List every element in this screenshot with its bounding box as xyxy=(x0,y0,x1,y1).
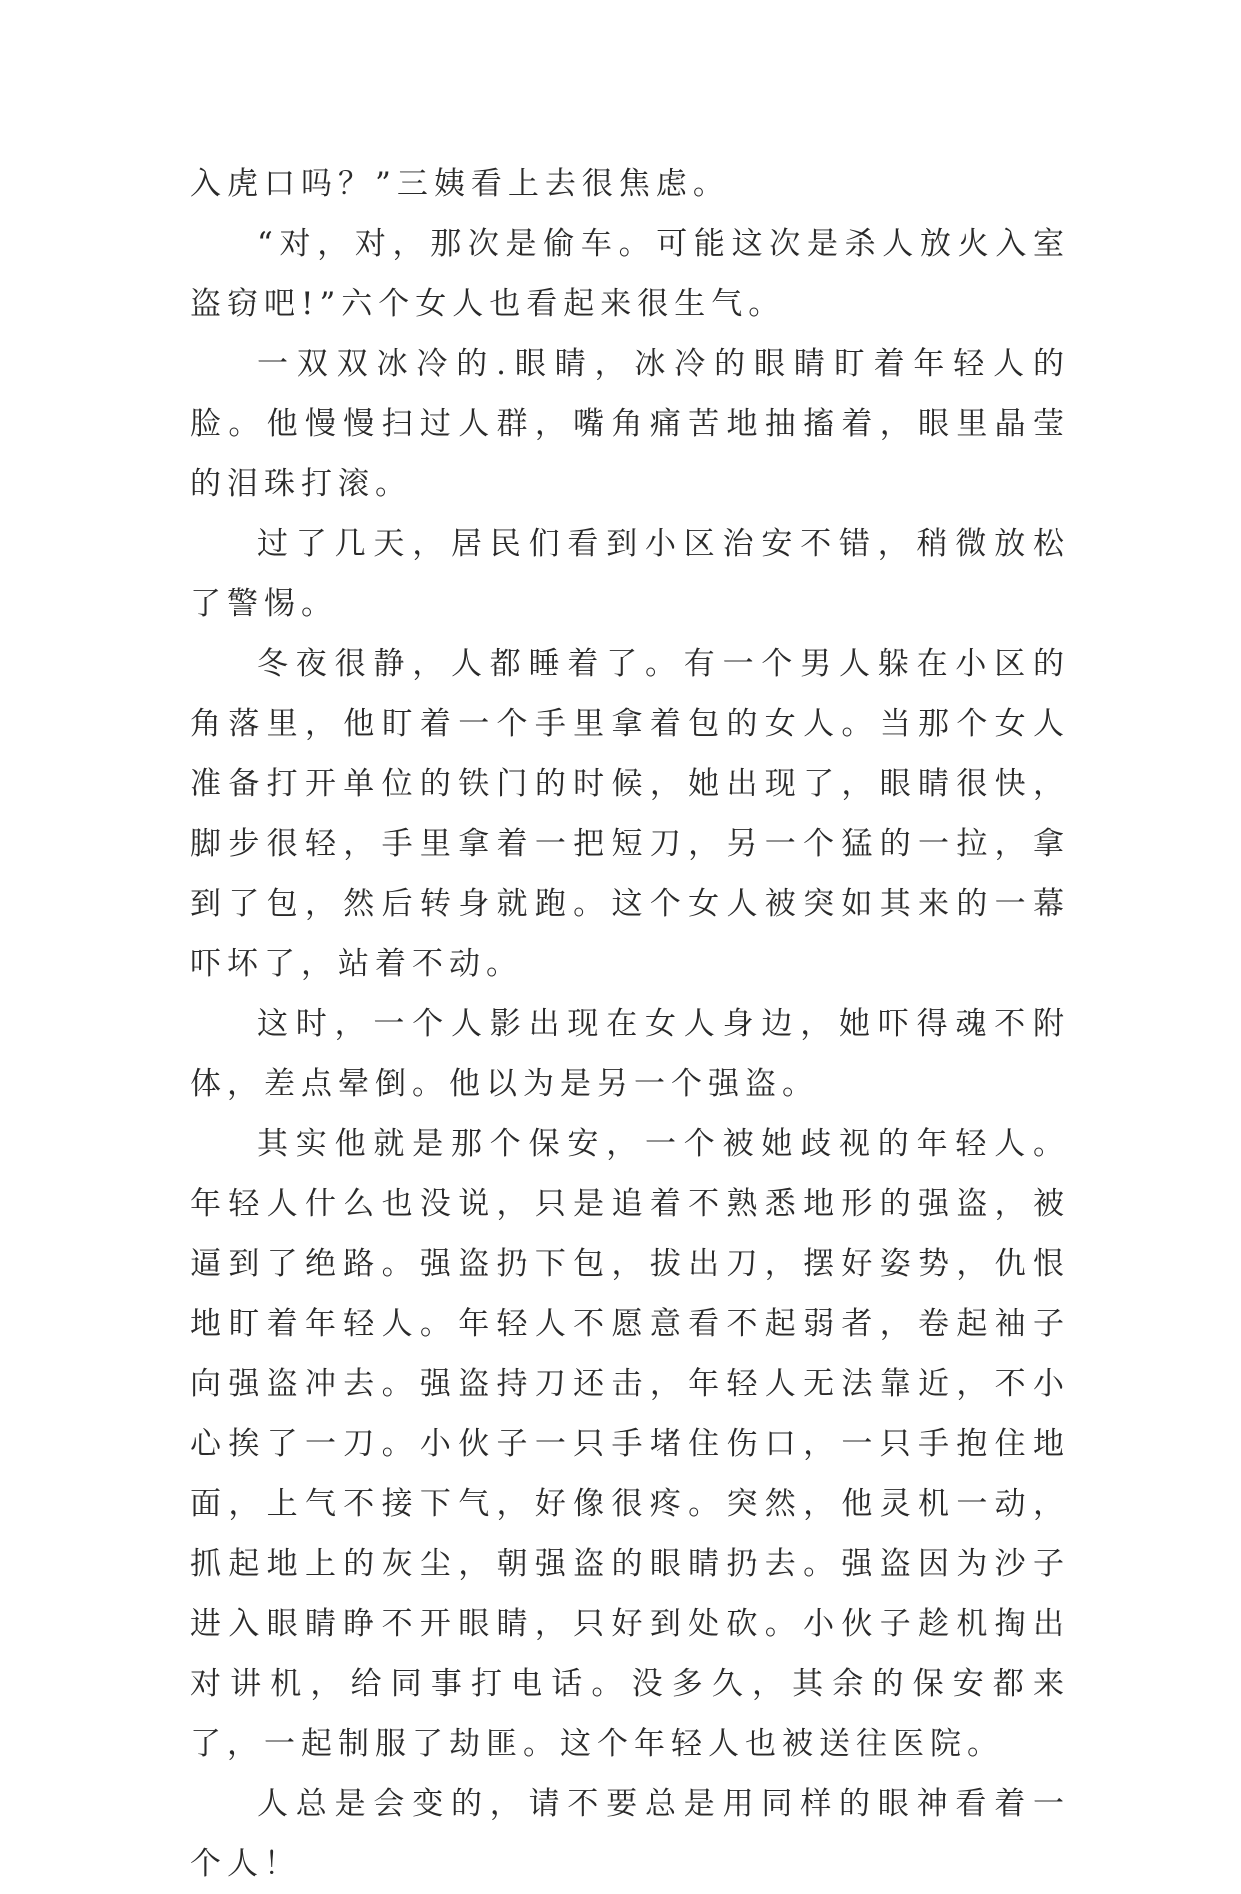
paragraph-3: 一双双冰冷的.眼睛，冰冷的眼睛盯着年轻人的脸。他慢慢扫过人群，嘴角痛苦地抽搐着，眼里晶莹的泪珠打滚。 xyxy=(190,346,1070,502)
paragraph-2: “对，对，那次是偷车。可能这次是杀人放火入室盗窃吧!”六个女人也看起来很生气。 xyxy=(190,226,1070,322)
paragraph-6: 这时，一个人影出现在女人身边，她吓得魂不附体，差点晕倒。他以为是另一个强盗。 xyxy=(190,1006,1070,1102)
paragraph-7: 其实他就是那个保安，一个被她歧视的年轻人。年轻人什么也没说，只是追着不熟悉地形的强盗，被逼到了绝路。强盗扔下包，拔出刀，摆好姿势，仇恨地盯着年轻人。年轻人不愿意看不起弱者，卷起袖子向强盗冲去。强盗持刀还击，年轻人无法靠近，不小心挨了一刀。小伙子一只手堵住伤口，一只手抱住地面，上气不接下气，好像很疼。突然，他灵机一动，抓起地上的灰尘，朝强盗的眼睛扔去。强盗因为沙子进入眼睛睁不开眼睛，只好到处砍。小伙子趁机掏出对讲机，给同事打电话。没多久，其余的保安都来了，一起制服了劫匪。这个年轻人也被送往医院。 xyxy=(190,1126,1070,1762)
paragraph-1: 入虎口吗？”三姨看上去很焦虑。 xyxy=(190,166,730,202)
paragraph-4: 过了几天，居民们看到小区治安不错，稍微放松了警惕。 xyxy=(190,526,1070,622)
paragraph-8: 人总是会变的，请不要总是用同样的眼神看着一个人！ xyxy=(190,1786,1070,1882)
paragraph-5: 冬夜很静，人都睡着了。有一个男人躲在小区的角落里，他盯着一个手里拿着包的女人。当那个女人准备打开单位的铁门的时候，她出现了，眼睛很快，脚步很轻，手里拿着一把短刀，另一个猛的一拉，拿到了包，然后转身就跑。这个女人被突如其来的一幕吓坏了，站着不动。 xyxy=(190,646,1070,982)
body-text xyxy=(190,154,1070,1894)
